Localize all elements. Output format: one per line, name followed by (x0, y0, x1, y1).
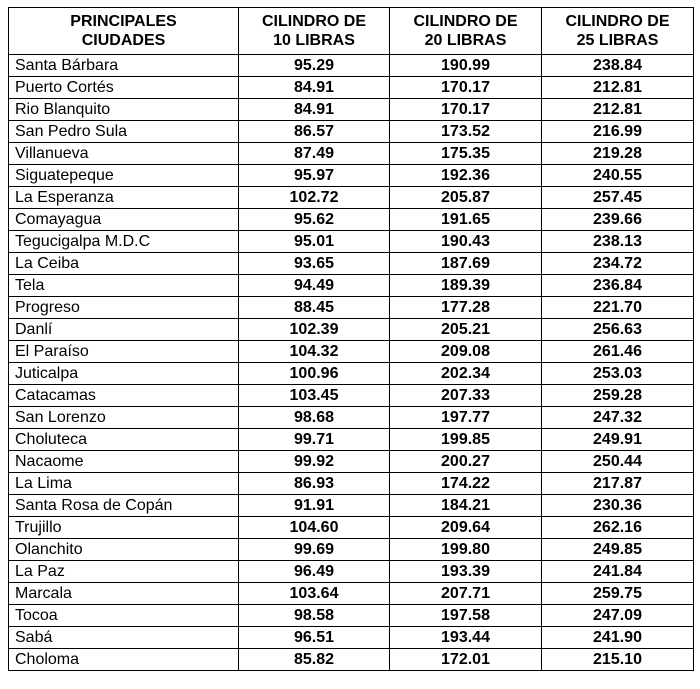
price-20lb-cell: 209.64 (390, 517, 542, 539)
price-20lb-cell: 189.39 (390, 275, 542, 297)
price-10lb-cell: 87.49 (239, 143, 390, 165)
table-row (9, 209, 694, 231)
table-row (9, 517, 694, 539)
table-row (9, 121, 694, 143)
price-25lb-cell: 219.28 (542, 143, 694, 165)
price-25lb-cell: 212.81 (542, 77, 694, 99)
table-row (9, 451, 694, 473)
price-10lb-cell: 88.45 (239, 297, 390, 319)
header-cities-line2: CIUDADES (81, 32, 166, 49)
price-10lb-cell: 98.58 (239, 605, 390, 627)
table-row (9, 319, 694, 341)
city-cell: Puerto Cortés (9, 77, 239, 99)
city-cell: Tocoa (9, 605, 239, 627)
header-10lb-line1: CILINDRO DE (262, 13, 366, 30)
price-25lb-cell: 216.99 (542, 121, 694, 143)
city-cell: Tela (9, 275, 239, 297)
price-10lb-cell: 96.49 (239, 561, 390, 583)
header-25lb-line2: 25 LIBRAS (576, 32, 659, 49)
price-10lb-cell: 91.91 (239, 495, 390, 517)
price-10lb-cell: 102.72 (239, 187, 390, 209)
price-25lb-cell: 239.66 (542, 209, 694, 231)
price-25lb-cell: 238.13 (542, 231, 694, 253)
city-cell: La Lima (9, 473, 239, 495)
price-25lb-cell: 241.90 (542, 627, 694, 649)
price-20lb-cell: 207.71 (390, 583, 542, 605)
header-row (9, 8, 694, 55)
price-25lb-cell: 234.72 (542, 253, 694, 275)
price-10lb-cell: 84.91 (239, 99, 390, 121)
price-25lb-cell: 253.03 (542, 363, 694, 385)
table-row (9, 363, 694, 385)
price-20lb-cell: 199.85 (390, 429, 542, 451)
table-row (9, 473, 694, 495)
header-20lb-line1: CILINDRO DE (413, 13, 518, 30)
price-table (8, 7, 694, 671)
price-20lb-cell: 177.28 (390, 297, 542, 319)
city-cell: Olanchito (9, 539, 239, 561)
city-cell: Rio Blanquito (9, 99, 239, 121)
table-row (9, 583, 694, 605)
price-10lb-cell: 95.62 (239, 209, 390, 231)
table-row (9, 429, 694, 451)
table-row (9, 341, 694, 363)
price-10lb-cell: 104.60 (239, 517, 390, 539)
header-cities (9, 8, 239, 55)
price-10lb-cell: 93.65 (239, 253, 390, 275)
table-row (9, 605, 694, 627)
city-cell: Santa Rosa de Copán (9, 495, 239, 517)
city-cell: Villanueva (9, 143, 239, 165)
price-20lb-cell: 172.01 (390, 649, 542, 671)
price-10lb-cell: 84.91 (239, 77, 390, 99)
price-25lb-cell: 241.84 (542, 561, 694, 583)
header-cities-line1: PRINCIPALES (70, 13, 177, 30)
header-25lb-line1: CILINDRO DE (565, 13, 670, 30)
price-10lb-cell: 102.39 (239, 319, 390, 341)
price-20lb-cell: 200.27 (390, 451, 542, 473)
city-cell: Choloma (9, 649, 239, 671)
price-25lb-cell: 262.16 (542, 517, 694, 539)
price-10lb-cell: 94.49 (239, 275, 390, 297)
city-cell: Trujillo (9, 517, 239, 539)
table-row (9, 231, 694, 253)
city-cell: La Esperanza (9, 187, 239, 209)
table-row (9, 165, 694, 187)
city-cell: Catacamas (9, 385, 239, 407)
price-10lb-cell: 103.45 (239, 385, 390, 407)
price-20lb-cell: 199.80 (390, 539, 542, 561)
price-20lb-cell: 193.39 (390, 561, 542, 583)
table-row (9, 495, 694, 517)
price-20lb-cell: 190.43 (390, 231, 542, 253)
table-row (9, 55, 694, 77)
price-20lb-cell: 191.65 (390, 209, 542, 231)
price-20lb-cell: 197.58 (390, 605, 542, 627)
city-cell: Danlí (9, 319, 239, 341)
price-25lb-cell: 250.44 (542, 451, 694, 473)
city-cell: Choluteca (9, 429, 239, 451)
city-cell: Juticalpa (9, 363, 239, 385)
table-row (9, 385, 694, 407)
price-20lb-cell: 173.52 (390, 121, 542, 143)
city-cell: Marcala (9, 583, 239, 605)
price-20lb-cell: 202.34 (390, 363, 542, 385)
price-25lb-cell: 212.81 (542, 99, 694, 121)
price-10lb-cell: 104.32 (239, 341, 390, 363)
price-20lb-cell: 192.36 (390, 165, 542, 187)
price-10lb-cell: 95.29 (239, 55, 390, 77)
price-25lb-cell: 259.28 (542, 385, 694, 407)
price-25lb-cell: 230.36 (542, 495, 694, 517)
city-cell: San Lorenzo (9, 407, 239, 429)
price-25lb-cell: 238.84 (542, 55, 694, 77)
price-25lb-cell: 261.46 (542, 341, 694, 363)
price-25lb-cell: 217.87 (542, 473, 694, 495)
header-10lb (239, 8, 390, 55)
price-10lb-cell: 99.92 (239, 451, 390, 473)
price-25lb-cell: 247.09 (542, 605, 694, 627)
price-25lb-cell: 259.75 (542, 583, 694, 605)
city-cell: El Paraíso (9, 341, 239, 363)
price-20lb-cell: 207.33 (390, 385, 542, 407)
table-row (9, 187, 694, 209)
city-cell: Nacaome (9, 451, 239, 473)
city-cell: La Ceiba (9, 253, 239, 275)
price-25lb-cell: 236.84 (542, 275, 694, 297)
price-20lb-cell: 190.99 (390, 55, 542, 77)
price-25lb-cell: 221.70 (542, 297, 694, 319)
table-row (9, 561, 694, 583)
city-cell: Siguatepeque (9, 165, 239, 187)
price-10lb-cell: 103.64 (239, 583, 390, 605)
table-row (9, 627, 694, 649)
price-25lb-cell: 249.85 (542, 539, 694, 561)
table-row (9, 275, 694, 297)
price-20lb-cell: 170.17 (390, 99, 542, 121)
price-20lb-cell: 184.21 (390, 495, 542, 517)
city-cell: Sabá (9, 627, 239, 649)
table-row (9, 143, 694, 165)
city-cell: La Paz (9, 561, 239, 583)
price-25lb-cell: 256.63 (542, 319, 694, 341)
price-10lb-cell: 95.01 (239, 231, 390, 253)
city-cell: Progreso (9, 297, 239, 319)
price-10lb-cell: 99.69 (239, 539, 390, 561)
price-10lb-cell: 95.97 (239, 165, 390, 187)
price-20lb-cell: 187.69 (390, 253, 542, 275)
price-10lb-cell: 86.93 (239, 473, 390, 495)
price-10lb-cell: 96.51 (239, 627, 390, 649)
table-row (9, 99, 694, 121)
price-10lb-cell: 85.82 (239, 649, 390, 671)
price-10lb-cell: 98.68 (239, 407, 390, 429)
header-20lb (390, 8, 542, 55)
header-25lb (542, 8, 694, 55)
price-25lb-cell: 247.32 (542, 407, 694, 429)
city-cell: Tegucigalpa M.D.C (9, 231, 239, 253)
table-row (9, 649, 694, 671)
city-cell: Santa Bárbara (9, 55, 239, 77)
price-25lb-cell: 249.91 (542, 429, 694, 451)
price-10lb-cell: 86.57 (239, 121, 390, 143)
header-20lb-line2: 20 LIBRAS (424, 32, 507, 49)
price-10lb-cell: 100.96 (239, 363, 390, 385)
table-row (9, 297, 694, 319)
price-25lb-cell: 240.55 (542, 165, 694, 187)
price-20lb-cell: 209.08 (390, 341, 542, 363)
price-20lb-cell: 193.44 (390, 627, 542, 649)
price-20lb-cell: 205.21 (390, 319, 542, 341)
city-cell: San Pedro Sula (9, 121, 239, 143)
table-row (9, 77, 694, 99)
table-row (9, 407, 694, 429)
price-10lb-cell: 99.71 (239, 429, 390, 451)
table-row (9, 539, 694, 561)
price-25lb-cell: 257.45 (542, 187, 694, 209)
header-10lb-line2: 10 LIBRAS (273, 32, 355, 49)
table-row (9, 253, 694, 275)
price-20lb-cell: 174.22 (390, 473, 542, 495)
price-20lb-cell: 205.87 (390, 187, 542, 209)
price-20lb-cell: 170.17 (390, 77, 542, 99)
price-25lb-cell: 215.10 (542, 649, 694, 671)
price-20lb-cell: 175.35 (390, 143, 542, 165)
price-20lb-cell: 197.77 (390, 407, 542, 429)
city-cell: Comayagua (9, 209, 239, 231)
